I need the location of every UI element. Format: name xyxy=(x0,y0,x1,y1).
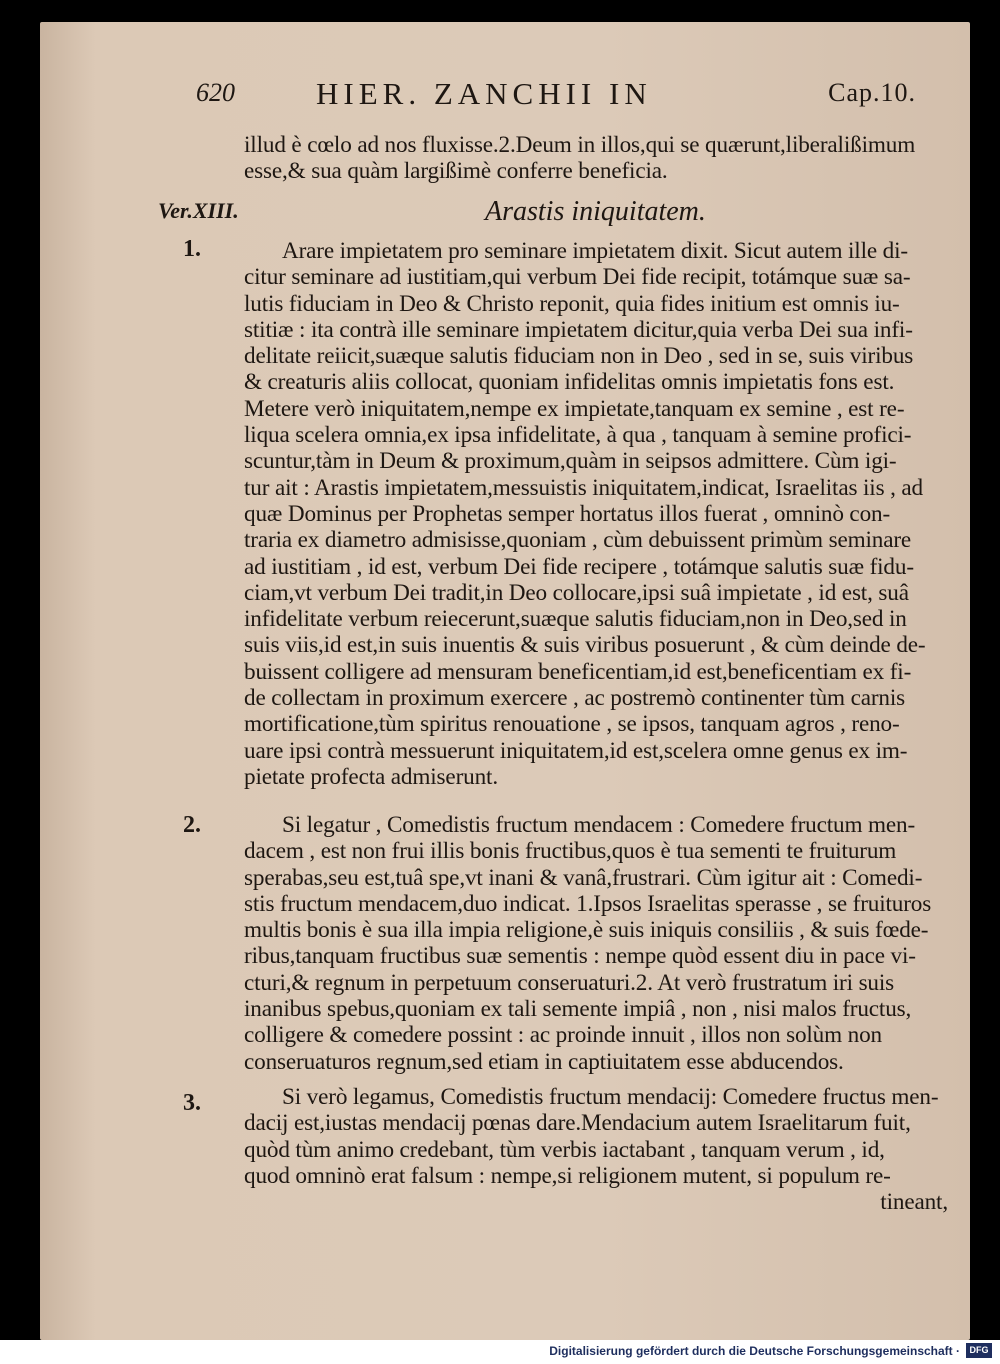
text-line: pietate profecta admiserunt. xyxy=(244,763,498,790)
text-line: Si verò legamus, Comedistis fructum mendacij: Comedere fructus men- xyxy=(282,1084,939,1110)
text-line: inanibus spebus,quoniam ex tali semente impiâ , non , nisi malos fructus, xyxy=(244,996,912,1023)
text-line: ciam,vt verbum Dei tradit,in Deo collocare,ipsi suâ impietate , id est, suâ xyxy=(244,579,909,606)
text-line: uare ipsi contrà messuerunt iniquitatem,id est,scelera omne genus ex im- xyxy=(244,737,908,764)
text-line: illud è cœlo ad nos fluxisse.2.Deum in illos,qui se quærunt,liberalißimum xyxy=(244,132,916,158)
text-line: scuntur,tàm in Deum & proximum,quàm in seipsos admittere. Cùm igi- xyxy=(244,448,897,475)
text-line: Arare impietatem pro seminare impietatem dixit. Sicut autem ille di- xyxy=(282,238,908,264)
text-line: & creaturis aliis collocat, quoniam infidelitas omnis impietatis fons est. xyxy=(244,369,895,396)
margin-number-1: 1. xyxy=(183,236,201,262)
intro-text xyxy=(244,132,948,185)
text-line: conseruaturos regnum,sed etiam in captiuitatem esse abducendos. xyxy=(244,1048,844,1075)
paragraph-1 xyxy=(244,238,948,790)
text-line: de collectam in proximum exercere , ac postremò continenter tùm carnis xyxy=(244,685,906,712)
text-line: liqua scelera omnia,ex ipsa infidelitate, à qua , tanquam à semine profici- xyxy=(244,422,912,449)
text-line: suis viis,id est,in suis inuentis & suis viribus posuerunt , & cùm deinde de- xyxy=(244,632,926,659)
margin-number-3: 3. xyxy=(183,1090,201,1116)
funding-notice: Digitalisierung gefördert durch die Deutsche Forschungsgemeinschaft · xyxy=(549,1344,960,1358)
text-line: multis bonis è sua illa impia religione,è suis iniquis consiliis , & suis fœde- xyxy=(244,917,929,944)
text-line: dacij est,iustas mendacij pœnas dare.Mendacium autem Israelitarum fuit, xyxy=(244,1110,911,1137)
paragraph-3 xyxy=(244,1084,948,1215)
text-line: stitiæ : ita contrà ille seminare impietatem dicitur,quia verba Dei sua infi- xyxy=(244,316,913,343)
margin-number-2: 2. xyxy=(183,812,201,838)
text-line: citur seminare ad iustitiam,qui verbum Dei fide recipit, totámque suæ sa- xyxy=(244,264,911,291)
text-line: Metere verò iniquitatem,nempe ex impietate,tanquam ex semine , est re- xyxy=(244,395,905,422)
running-title: HIER. ZANCHII IN xyxy=(316,76,652,111)
paragraph-2 xyxy=(244,812,948,1075)
text-line: quòd tùm animo credebant, tùm verbis iactabant , tanquam verum , id, xyxy=(244,1136,885,1163)
text-line: delitate reiicit,suæque salutis fiduciam non in Deo , sed in se, suis viribus xyxy=(244,343,914,370)
text-line: buissent colligere ad mensuram beneficentiam,id est,beneficentiam ex fi- xyxy=(244,658,912,685)
text-line: stis fructum mendacem,duo indicat. 1.Ipsos Israelitas sperasse , se fruituros xyxy=(244,890,932,917)
dfg-logo: DFG xyxy=(966,1343,992,1358)
text-line: colligere & comedere possint : ac proinde innuit , illos non solùm non xyxy=(244,1022,882,1049)
text-line: tur ait : Arastis impietatem,messuistis iniquitatem,indicat, Israelitas iis , ad xyxy=(244,474,923,501)
text-line: ribus,tanquam fructibus suæ sementis : nempe quòd essent diu in pace vi- xyxy=(244,943,916,970)
text-line: esse,& sua quàm largißimè conferre beneficia. xyxy=(244,158,668,185)
text-line: Si legatur , Comedistis fructum mendacem : Comedere fructum men- xyxy=(282,812,916,838)
text-line: lutis fiduciam in Deo & Christo reponit, quia fides initium est omnis iu- xyxy=(244,290,900,317)
text-line: infidelitate verbum reiecerunt,suæque salutis fiduciam,non in Deo,sed in xyxy=(244,606,907,633)
text-line: tineant, xyxy=(880,1189,948,1216)
text-line: quod omninò erat falsum : nempe,si religionem mutent, si populum re- xyxy=(244,1162,891,1189)
text-line: sperabas,seu est,tuâ spe,vt inani & vanâ,frustrari. Cùm igitur ait : Comedi- xyxy=(244,864,923,891)
running-header xyxy=(196,70,916,122)
chapter-label: Cap.10. xyxy=(828,78,916,107)
text-line: dacem , est non frui illis bonis fructibus,quos è tua sementi te fruiturum xyxy=(244,838,897,865)
section-heading: Arastis iniquitatem. xyxy=(485,196,706,227)
text-line: traria ex diametro admisisse,quoniam , cùm debuissent primùm seminare xyxy=(244,527,912,554)
text-line: cturi,& regnum in perpetuum conseruaturi.2. At verò frustratum iri suis xyxy=(244,969,895,996)
text-line: quæ Dominus per Prophetas semper hortatus illos fuerat , omninò con- xyxy=(244,500,891,527)
page-number: 620 xyxy=(196,78,235,107)
text-line: mortificatione,tùm spiritus renouatione , se ipsos, tanquam agros , reno- xyxy=(244,711,900,738)
margin-verse-label: Ver.XIII. xyxy=(158,198,239,223)
text-line: ad iustitiam , id est, verbum Dei fide recipere , totámque salutis suæ fidu- xyxy=(244,553,914,580)
